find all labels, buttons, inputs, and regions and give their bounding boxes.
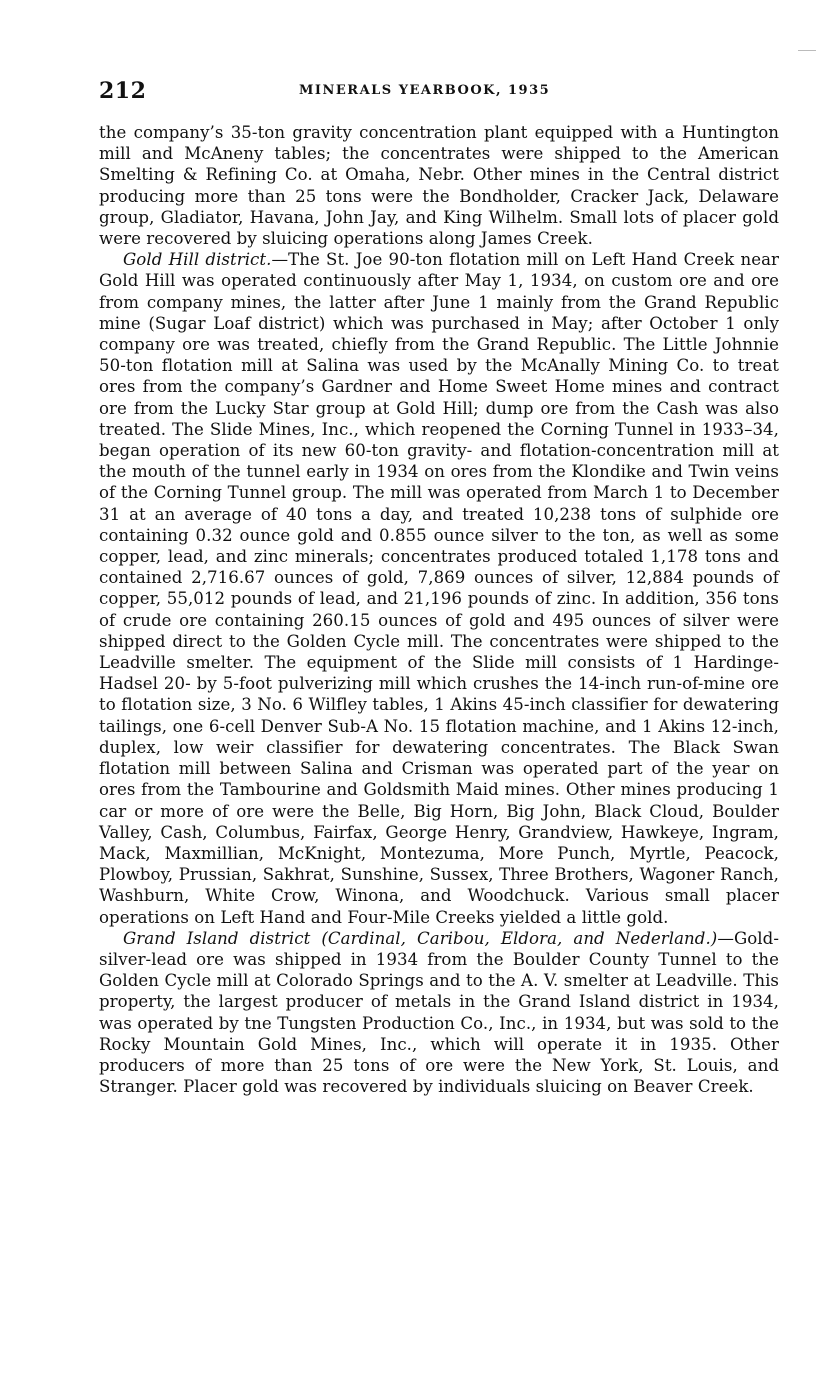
margin-mark bbox=[798, 50, 816, 51]
running-head: MINERALS YEARBOOK, 1935 bbox=[299, 83, 551, 98]
section-lead-grand-island: Grand Island district (Cardinal, Caribou, Eldora, and Nederland.) bbox=[123, 928, 718, 948]
document-page bbox=[99, 78, 779, 1097]
section-lead-gold-hill: Gold Hill district. bbox=[123, 250, 272, 270]
page-number: 212 bbox=[99, 78, 147, 104]
paragraph-text: —Gold-silver-lead ore was shipped in 1934 from the Boulder County Tunnel to the Golden Cycle mill at Colorado Springs and to the A. V. smelter at Leadville. This property, the largest producer of metals in the Grand Island district in 1934, was operated by tne Tungsten Production Co., Inc., in 1934, but was sold to the Rocky Mountain Gold Mines, Inc., which will operate it in 1935. Other producers of more than 25 tons of ore were the New York, St. Louis, and Stranger. Placer gold was recovered by individuals sluicing on Beaver Creek. bbox=[99, 928, 779, 1097]
page-header bbox=[99, 78, 779, 108]
paragraph-continuation bbox=[99, 122, 779, 249]
paragraph-text: the company’s 35-ton gravity concentration plant equipped with a Huntington mill and McAneny tables; the concentrates were shipped to the American Smelting & Refining Co. at Omaha, Nebr. Other mines in the Central district producing more than 25 tons were the Bondholder, Cracker Jack, Delaware group, Gladiator, Havana, John Jay, and King Wilhelm. Small lots of placer gold were recovered by sluicing operations along James Creek. bbox=[99, 123, 779, 249]
paragraph-gold-hill-district bbox=[99, 249, 779, 928]
paragraph-grand-island-district bbox=[99, 928, 779, 1098]
paragraph-text: —The St. Joe 90-ton flotation mill on Left Hand Creek near Gold Hill was operated continuously after May 1, 1934, on custom ore and ore from company mines, the latter after June 1 mainly from the Grand Republic mine (Sugar Loaf district) which was purchased in May; after October 1 only company ore was treated, chiefly from the Grand Republic. The Little Johnnie 50-ton flotation mill at Salina was used by the McAnally Mining Co. to treat ores from the company’s Gardner and Home Sweet Home mines and contract ore from the Lucky Star group at Gold Hill; dump ore from the Cash was also treated. The Slide Mines, Inc., which reopened the Corning Tunnel in 1933–34, began operation of its new 60-ton gravity- and flotation-concentration mill at the mouth of the tunnel early in 1934 on ores from the Klondike and Twin veins of the Corning Tunnel group. The mill was operated from March 1 to December 31 at an average of 40 tons a day, and treated 10,238 tons of sulphide ore containing 0.32 ounce gold and 0.855 ounce silver to the ton, as well as some copper, lead, and zinc minerals; concentrates produced totaled 1,178 tons and contained 2,716.67 ounces of gold, 7,869 ounces of silver, 12,884 pounds of copper, 55,012 pounds of lead, and 21,196 pounds of zinc. In addition, 356 tons of crude ore containing 260.15 ounces of gold and 495 ounces of silver were shipped direct to the Golden Cycle mill. The concentrates were shipped to the Leadville smelter. The equipment of the Slide mill consists of 1 Hardinge-Hadsel 20- by 5-foot pulverizing mill which crushes the 14-inch run-of-mine ore to flotation size, 3 No. 6 Wilfley tables, 1 Akins 45-inch classifier for dewatering tailings, one 6-cell Denver Sub-A No. 15 flotation machine, and 1 Akins 12-inch, duplex, low weir classifier for dewatering concentrates. The Black Swan flotation mill between Salina and Crisman was operated part of the year on ores from the Tambourine and Goldsmith Maid mines. Other mines producing 1 car or more of ore were the Belle, Big Horn, Big John, Black Cloud, Boulder Valley, Cash, Columbus, Fairfax, George Henry, Grandview, Hawkeye, Ingram, Mack, Maxmillian, McKnight, Montezuma, More Punch, Myrtle, Peacock, Plowboy, Prussian, Sakhrat, Sunshine, Sussex, Three Brothers, Wagoner Ranch, Washburn, White Crow, Winona, and Woodchuck. Various small placer operations on Left Hand and Four-Mile Creeks yielded a little gold. bbox=[99, 250, 780, 927]
